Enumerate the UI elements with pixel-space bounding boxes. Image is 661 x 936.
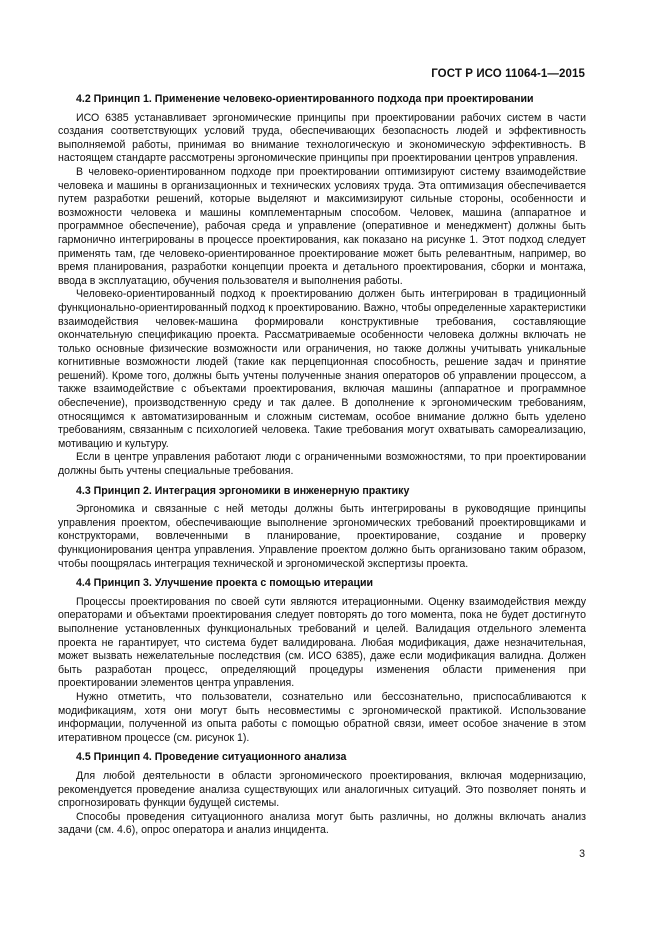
paragraph: Для любой деятельности в области эргономического проектирования, включая модернизацию, рекомендуется проведение анализа существующих или аналогичных ситуаций. Это позволяет понять и спрогнозировать функции будущей системы.: [58, 769, 586, 810]
paragraph: Нужно отметить, что пользователи, сознательно или бессознательно, приспосабливаются к модификациям, хотя они могут быть несовместимы с эргономической практикой. Использование информации, полученной из опыта работы с помощью обратной связи, имеет особое значение в этом итеративном процессе (см. рисунок 1).: [58, 690, 586, 744]
paragraph: Человеко-ориентированный подход к проектированию должен быть интегрирован в традиционный функционально-ориентированный подход к проектированию. Важно, чтобы определенные характеристики взаимодействия человек-машина формировали конструктивные требования, составляющие окончательную спецификацию проекта. Рассматриваемые особенности человека должны включать не только основные физические возможности или ограничения, но также должны учитывать уникальные когнитивные возможности людей (такие как перцепционная способность, решение задач и принятие решений). Кроме того, должны быть учтены полученные знания операторов об управлении процессом, а также взаимодействие с объектами проектирования, включая машины (аппаратное и программное обеспечение), производственную среду и так далее. В дополнение к эргономическим требованиям, относящимся к автоматизированным и сложным системам, особое внимание должно быть уделено требованиям, связанным с психологией человека. Такие требования могут охватывать самореализацию, мотивацию и культуру.: [58, 288, 586, 450]
paragraph: ИСО 6385 устанавливает эргономические принципы при проектировании рабочих систем в части создания соответствующих условий труда, обеспечивающих безопасность людей и эффективность выполняемой работы, принимая во внимание технологическую и экономическую эффективность. В настоящем стандарте рассмотрены эргономические принципы при проектировании центров управления.: [58, 111, 586, 165]
paragraph: Если в центре управления работают люди с ограниченными возможностями, то при проектировании должны быть учтены специальные требования.: [58, 451, 586, 478]
section-4-2: [58, 93, 586, 479]
paragraph: Эргономика и связанные с ней методы должны быть интегрированы в руководящие принципы управления проектом, обеспечивающие выполнение эргономических требований проектировщиками и конструкторами, вовлеченными в планирование, проектирование, создание и проверку функционирования центра управления. Управление проектом должно быть организовано таким образом, чтобы поощрялась интеграция технической и эргономической экспертизы проекта.: [58, 503, 586, 570]
section-heading: 4.4 Принцип 3. Улучшение проекта с помощью итерации: [76, 577, 374, 590]
section-heading: 4.2 Принцип 1. Применение человеко-ориентированного подхода при проектировании: [76, 93, 534, 105]
section-4-3: [58, 485, 586, 572]
document-body: [58, 93, 586, 844]
page-number: 3: [579, 848, 585, 860]
paragraph: В человеко-ориентированном подходе при проектировании оптимизируют систему взаимодействие человека и машины в организационных и технических условиях труда. Эта оптимизация обеспечивается путем разработки решений, которые выделяют и максимизируют сильные стороны, особенности и возможности человека и машины комплементарным способом. Человек, машина (аппаратное и программное обеспечение), рабочая среда и управление (оперативное и менеджмент) должны быть гармонично интегрированы в процессе проектирования, как показано на рисунке 1. Этот подход следует применять там, где человеко-ориентированное проектирование может быть релевантным, например, во время планирования, разработки концепции проекта и детального проектирования, сборки и монтажа, ввода в эксплуатацию, обучения пользователя и выполнения работы.: [58, 165, 586, 287]
paragraph: Способы проведения ситуационного анализа могут быть различны, но должны включать анализ задачи (см. 4.6), опрос оператора и анализ инцидента.: [58, 810, 586, 837]
section-4-5: [58, 751, 586, 838]
section-4-4: [58, 577, 586, 745]
paragraph: Процессы проектирования по своей сути являются итерационными. Оценку взаимодействия между операторами и объектами проектирования следует повторять до того момента, пока не будет достигнуто выполнение установленных функциональных требований и целей. Валидация отдельного элемента проекта не гарантирует, что система будет валидирована. Любая модификация, даже незначительная, может вызвать нежелательные последствия (см. ИСО 6385), даже если модификация валидна. Должен быть разработан процесс, определяющий процедуры изменения области применения при проектировании элементов центра управления.: [58, 595, 586, 690]
section-heading: 4.3 Принцип 2. Интеграция эргономики в инженерную практику: [76, 484, 410, 497]
section-heading: 4.5 Принцип 4. Проведение ситуационного анализа: [76, 751, 347, 764]
document-id: ГОСТ Р ИСО 11064-1—2015: [431, 68, 585, 80]
